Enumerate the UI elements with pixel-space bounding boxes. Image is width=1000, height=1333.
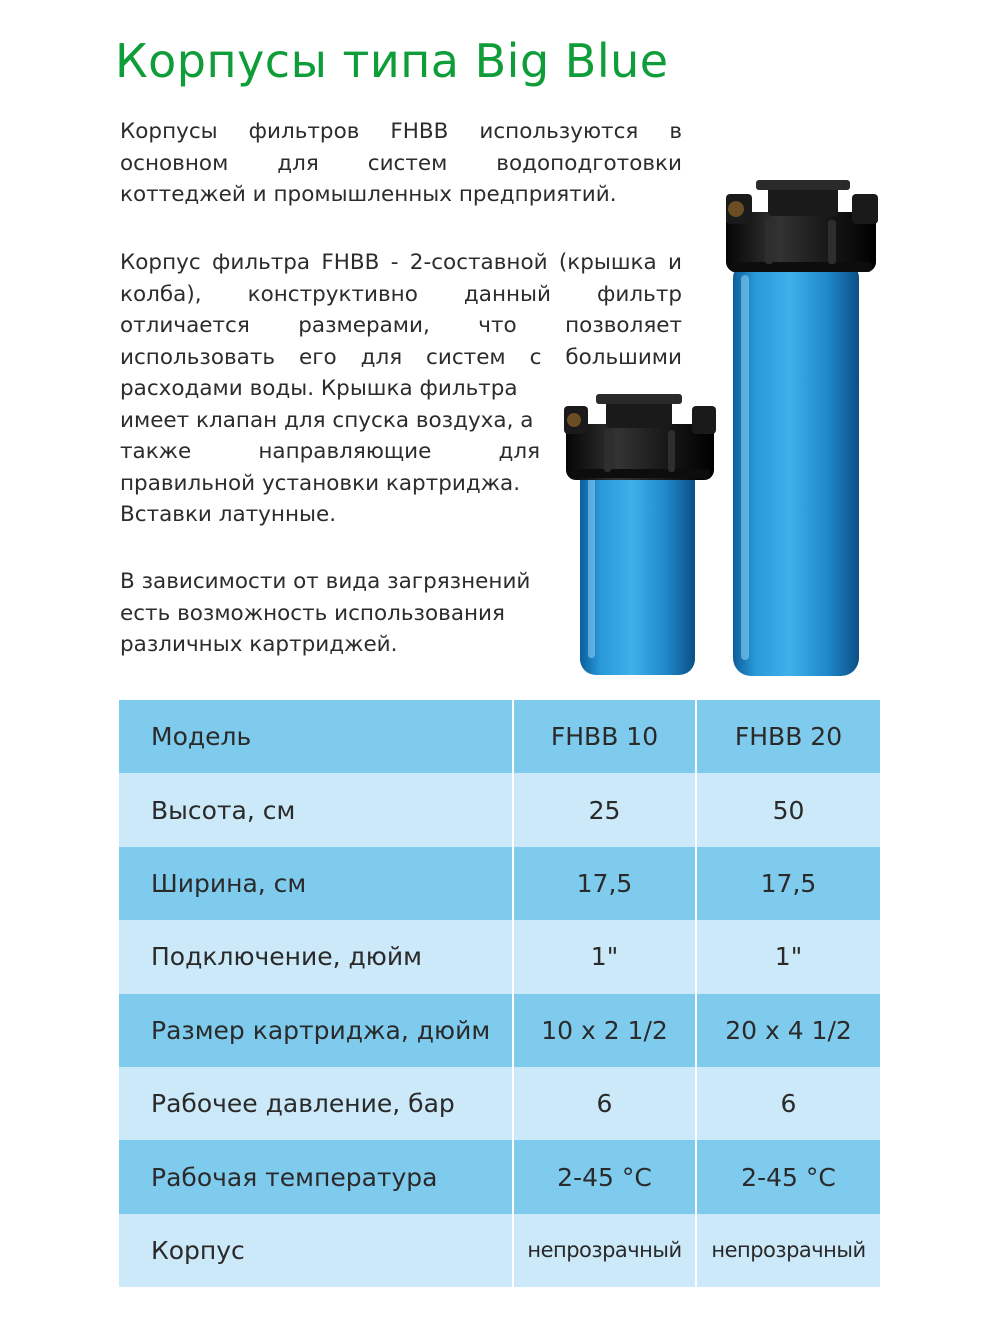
- text-line: есть возможность использования: [120, 600, 505, 626]
- fhbb20-value: 6: [696, 1067, 880, 1140]
- fhbb20-value: непрозрачный: [696, 1214, 880, 1287]
- text-line: колба), конструктивно данный фильтр: [120, 281, 682, 307]
- text-line: Вставки латунные.: [120, 502, 337, 527]
- fhbb20-value: 1": [696, 920, 880, 993]
- text-line: также направляющие для: [120, 439, 540, 464]
- text-line: имеет клапан для спуска воздуха, а: [120, 407, 534, 433]
- fhbb10-value: 6: [513, 1067, 696, 1140]
- fhbb10-value: 2-45 °C: [513, 1140, 696, 1213]
- table-row: [119, 1214, 880, 1287]
- fhbb10-value: непрозрачный: [513, 1214, 696, 1287]
- table-row: [119, 847, 880, 920]
- table-row: [119, 700, 880, 773]
- blue-filter-housing-10-icon: [564, 394, 716, 675]
- row-label: Рабочая температура: [119, 1140, 513, 1213]
- table-row: [119, 1067, 880, 1140]
- fhbb10-value: 17,5: [513, 847, 696, 920]
- text-line: Корпусы фильтров FHBB используются в: [120, 119, 682, 144]
- fhbb20-value: 50: [696, 773, 880, 846]
- text-line: В зависимости от вида загрязнений: [120, 569, 531, 594]
- row-label: Модель: [119, 700, 513, 773]
- row-label: Рабочее давление, бар: [119, 1067, 513, 1140]
- filter-housings-illustration: [560, 180, 890, 680]
- text-line: отличается размерами, что позволяет: [120, 313, 682, 338]
- fhbb20-value: 20 x 4 1/2: [696, 994, 880, 1067]
- text-line: коттеджей и промышленных предприятий.: [120, 182, 617, 207]
- text-line: правильной установки картриджа.: [120, 470, 521, 496]
- text-line: основном для систем водоподготовки: [120, 150, 682, 176]
- fhbb10-value: 25: [513, 773, 696, 846]
- table-row: [119, 920, 880, 993]
- row-label: Корпус: [119, 1214, 513, 1287]
- specs-table: [119, 700, 880, 1287]
- fhbb20-value: 2-45 °C: [696, 1140, 880, 1213]
- fhbb20-value: FHBB 20: [696, 700, 880, 773]
- fhbb20-value: 17,5: [696, 847, 880, 920]
- fhbb10-value: 1": [513, 920, 696, 993]
- blue-filter-housing-20-icon: [726, 180, 878, 676]
- text-line: использовать его для систем с большими: [120, 344, 682, 370]
- text-line: расходами воды. Крышка фильтра: [120, 376, 518, 401]
- cartridge-paragraph: [120, 566, 540, 661]
- page-title: Корпусы типа Big Blue: [115, 34, 669, 88]
- text-line: Корпус фильтра FHBB - 2-составной (крышка и: [120, 250, 682, 275]
- fhbb10-value: FHBB 10: [513, 700, 696, 773]
- table-row: [119, 773, 880, 846]
- row-label: Размер картриджа, дюйм: [119, 994, 513, 1067]
- fhbb10-value: 10 x 2 1/2: [513, 994, 696, 1067]
- row-label: Ширина, см: [119, 847, 513, 920]
- table-row: [119, 1140, 880, 1213]
- row-label: Высота, см: [119, 773, 513, 846]
- table-row: [119, 994, 880, 1067]
- text-line: различных картриджей.: [120, 632, 398, 657]
- row-label: Подключение, дюйм: [119, 920, 513, 993]
